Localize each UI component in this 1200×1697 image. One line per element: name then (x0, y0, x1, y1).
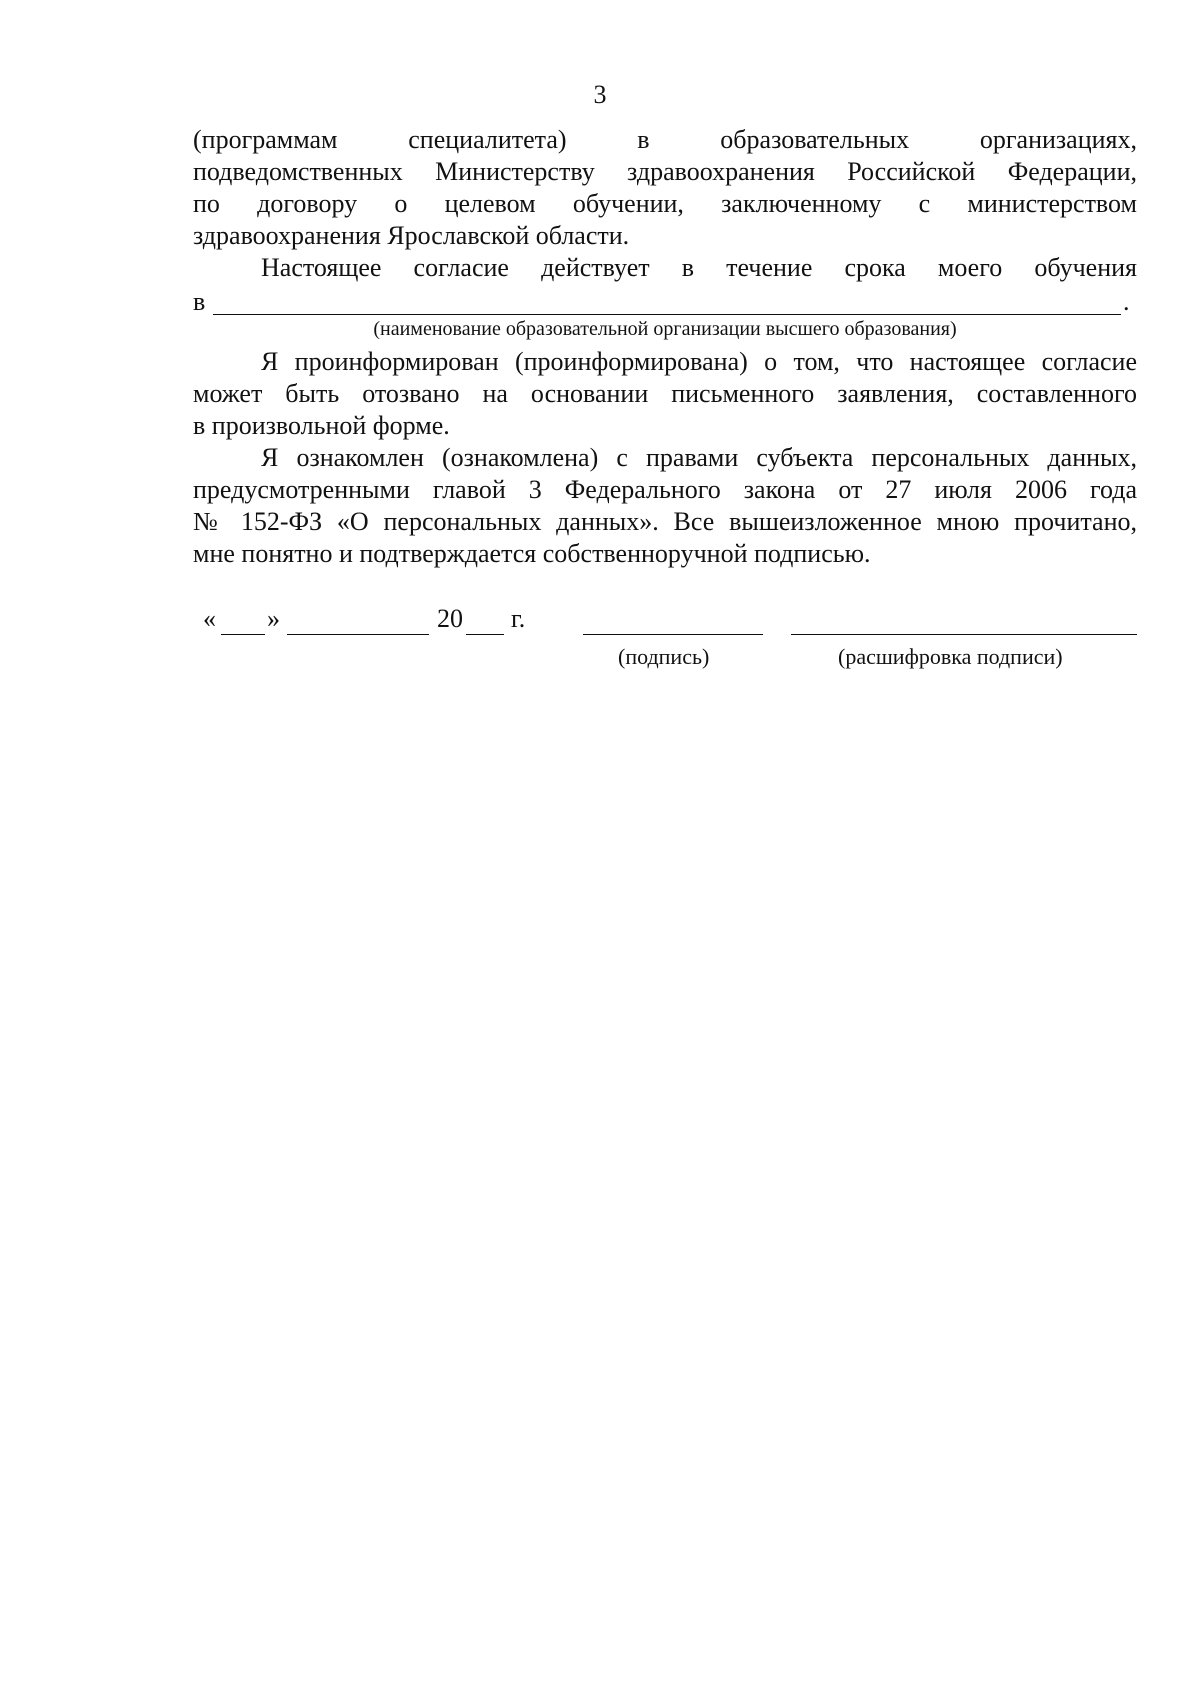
document-body (193, 124, 1137, 570)
institution-blank-field[interactable] (213, 314, 1121, 315)
paragraph-4-line-2: предусмотренными главой 3 Федерального закона от 27 июля 2006 года (193, 475, 1137, 504)
paragraph-1-line-2: подведомственных Министерству здравоохранения Российской Федерации, (193, 157, 1137, 186)
paragraph-3-line-2: может быть отозвано на основании письменного заявления, составленного (193, 379, 1137, 408)
page-number: 3 (593, 80, 607, 109)
paragraph-3-line-1: Я проинформирован (проинформирована) о том, что настоящее согласие (261, 347, 1137, 376)
institution-period: . (1123, 287, 1130, 316)
paragraph-1-line-4: здравоохранения Ярославской области. (193, 221, 630, 250)
paragraph-4-line-4: мне понятно и подтверждается собственноручной подписью. (193, 539, 871, 568)
date-year-field[interactable] (466, 634, 504, 635)
signature-decoding-caption: (расшифровка подписи) (838, 644, 1063, 669)
paragraph-1-line-3: по договору о целевом обучении, заключенному с министерством (193, 189, 1137, 218)
date-day-field[interactable] (221, 634, 265, 635)
signature-row (193, 604, 1137, 674)
institution-fill-line (193, 284, 1137, 318)
paragraph-4-line-3: № 152-ФЗ «О персональных данных». Все вышеизложенное мною прочитано, (193, 507, 1137, 536)
paragraph-3-line-3: в произвольной форме. (193, 411, 450, 440)
paragraph-2-line-1: Настоящее согласие действует в течение срока моего обучения (261, 253, 1137, 282)
date-open-quote: « (203, 604, 216, 633)
date-year-prefix: 20 (437, 604, 463, 633)
signature-caption: (подпись) (618, 644, 710, 669)
paragraph-1-line-1: (программам специалитета) в образовательных организациях, (193, 125, 1137, 154)
paragraph-4-line-1: Я ознакомлен (ознакомлена) с правами субъекта персональных данных, (261, 443, 1137, 472)
date-close-quote: » (267, 604, 280, 633)
date-month-field[interactable] (287, 634, 429, 635)
signature-field[interactable] (583, 634, 763, 635)
signature-decoding-field[interactable] (791, 634, 1137, 635)
date-year-suffix: г. (511, 604, 526, 633)
institution-prefix: в (193, 287, 206, 316)
institution-caption: (наименование образовательной организации высшего образования) (373, 318, 957, 340)
